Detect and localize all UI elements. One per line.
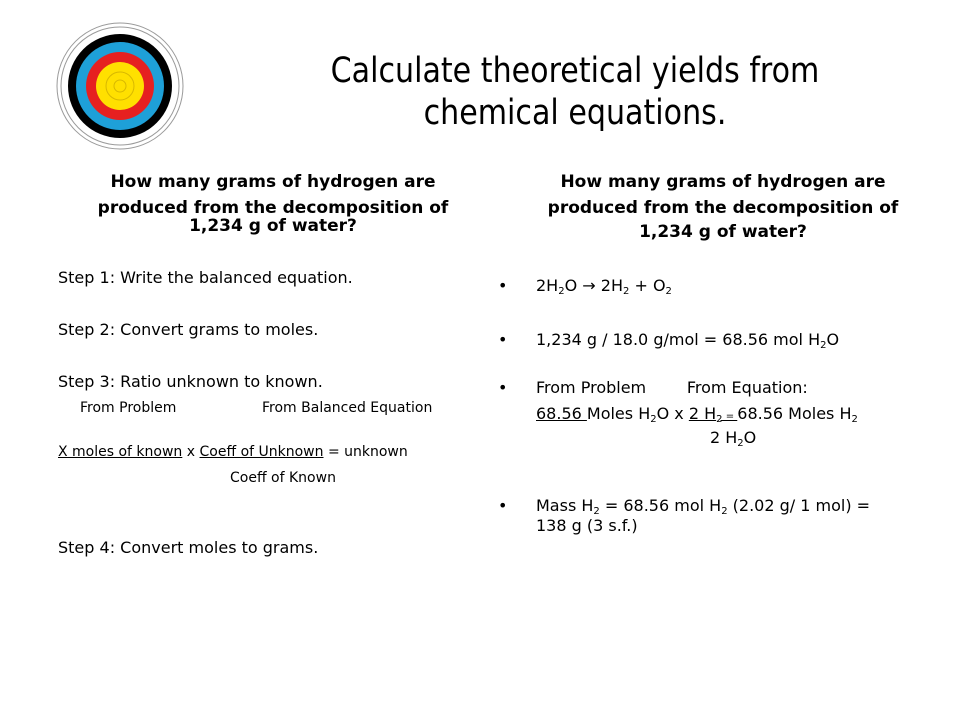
step-1: Step 1: Write the balanced equation. (58, 268, 353, 287)
equals-unknown: = unknown (327, 444, 408, 460)
from-balanced-label: From Balanced Equation (262, 400, 433, 416)
left-question-line-1: How many grams of hydrogen are (110, 172, 436, 192)
right-question-line-1: How many grams of hydrogen are (560, 172, 886, 192)
left-question (58, 172, 488, 236)
ratio-numerator: 2 $H_2$ = (688, 404, 738, 425)
moles-calculation: 1,234 g / 18.0 g/mol = 68.56 mol $H_2O$ (536, 330, 840, 351)
right-question-line-2: produced from the decomposition of (547, 198, 899, 218)
title-line-1: Calculate theoretical yields from (330, 51, 820, 91)
left-question-line-2: produced from the decomposition of (97, 198, 449, 218)
times-sign: x (186, 444, 196, 460)
slide-title (287, 50, 863, 134)
ratio-formula (58, 442, 408, 462)
coeff-unknown: Coeff of Unknown (199, 444, 324, 460)
ratio-value: 68.56 (536, 404, 587, 423)
mass-calculation: Mass $H_2 = 68.56$ mol $H_2$ (2.02 g/ 1 mol) = 138 g (3 s.f.) (536, 496, 871, 535)
step-3: Step 3: Ratio unknown to known. (58, 372, 323, 391)
coeff-known: Coeff of Known (230, 470, 336, 486)
target-icon (56, 22, 184, 150)
x-moles-known: X moles of known (58, 444, 183, 460)
bullet: • (498, 378, 508, 397)
ratio-result: 68.56 Moles $H_2$ (737, 404, 858, 425)
balanced-equation: $2H_2O \to 2H_2 + O_2$ (536, 276, 672, 297)
title-line-2: chemical equations. (423, 93, 727, 133)
bullet: • (498, 330, 508, 349)
right-question (498, 172, 948, 242)
ratio-header: From Problem From Equation: (536, 378, 808, 397)
ratio-denominator: 2 $H_2O$ (710, 428, 757, 449)
left-question-line-3: 1,234 g of water? (189, 216, 357, 236)
arrow-icon: → (582, 276, 596, 295)
ratio-line: 68.56 Moles $H_2O$ x 2 $H_2 = 68.56$ Moles $H_2$ (536, 404, 858, 425)
right-question-line-3: 1,234 g of water? (639, 222, 807, 242)
bullet: • (498, 276, 508, 295)
from-problem-label: From Problem (80, 400, 177, 416)
bullet: • (498, 496, 508, 515)
step-4: Step 4: Convert moles to grams. (58, 538, 319, 557)
mass-result: 138 g (3 s.f.) (536, 516, 638, 535)
step-2: Step 2: Convert grams to moles. (58, 320, 319, 339)
